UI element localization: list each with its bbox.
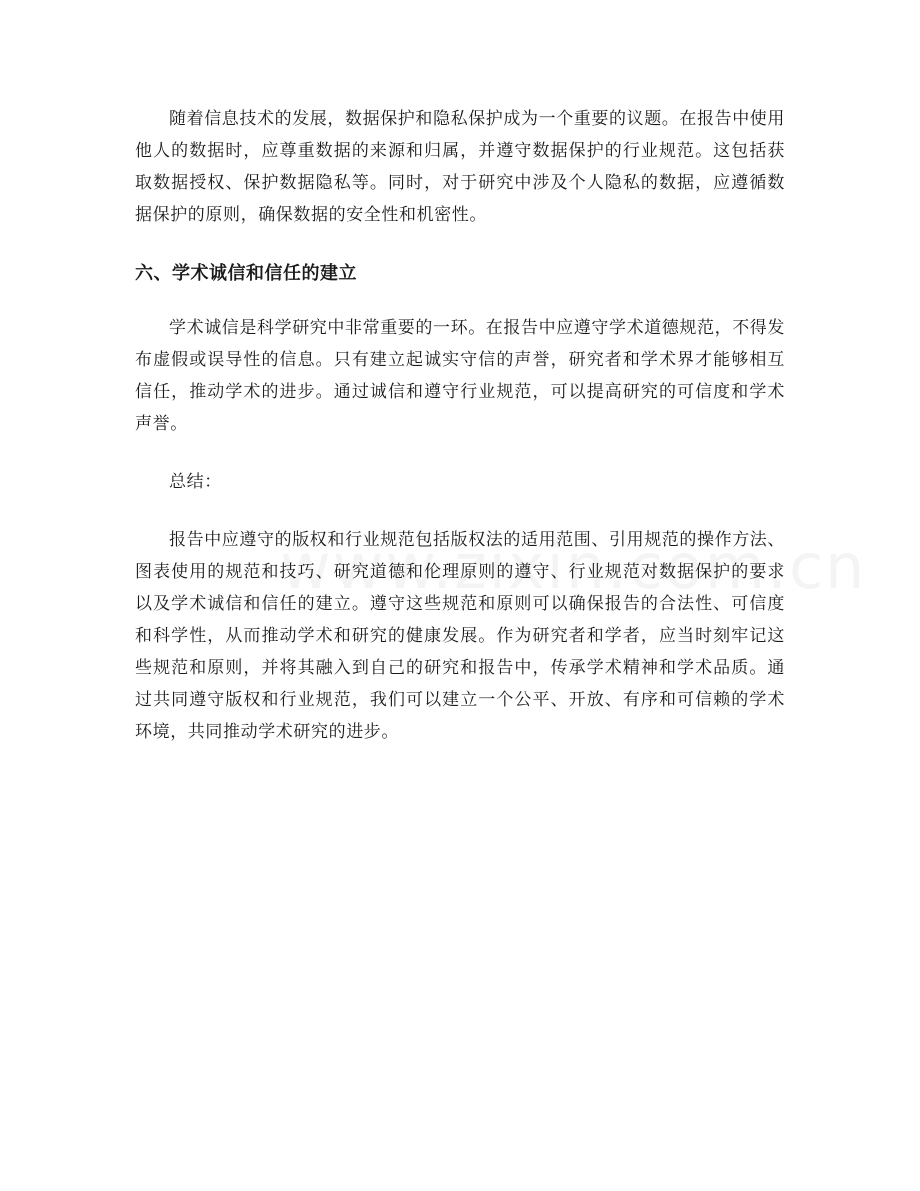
- summary-label: 总结：: [169, 472, 222, 492]
- paragraph-summary: 报告中应遵守的版权和行业规范包括版权法的适用范围、引用规范的操作方法、图表使用的规范和技巧、研究道德和伦理原则的遵守、行业规范对数据保护的要求以及学术诚信和信任的建立。遵守这些规范和原则可以确保报告的合法性、可信度和科学性，从而推动学术和研究的健康发展。作为研究者和学者，应当时刻牢记这些规范和原则，并将其融入到自己的研究和报告中，传承学术精神和学术品质。通过共同遵守版权和行业规范，我们可以建立一个公平、开放、有序和可信赖的学术环境，共同推动学术研究的进步。: [135, 530, 785, 742]
- paragraph-data-protection: 随着信息技术的发展，数据保护和隐私保护成为一个重要的议题。在报告中使用他人的数据时，应尊重数据的来源和归属，并遵守数据保护的行业规范。这包括获取数据授权、保护数据隐私等。同时，对于研究中涉及个人隐私的数据，应遵循数据保护的原则，确保数据的安全性和机密性。: [135, 109, 785, 225]
- section-heading: 六、学术诚信和信任的建立: [135, 263, 357, 284]
- document-body: [135, 103, 785, 748]
- paragraph-integrity: 学术诚信是科学研究中非常重要的一环。在报告中应遵守学术道德规范，不得发布虚假或误导性的信息。只有建立起诚实守信的声誉，研究者和学术界才能够相互信任，推动学术的进步。通过诚信和遵守行业规范，可以提高研究的可信度和学术声誉。: [135, 318, 785, 434]
